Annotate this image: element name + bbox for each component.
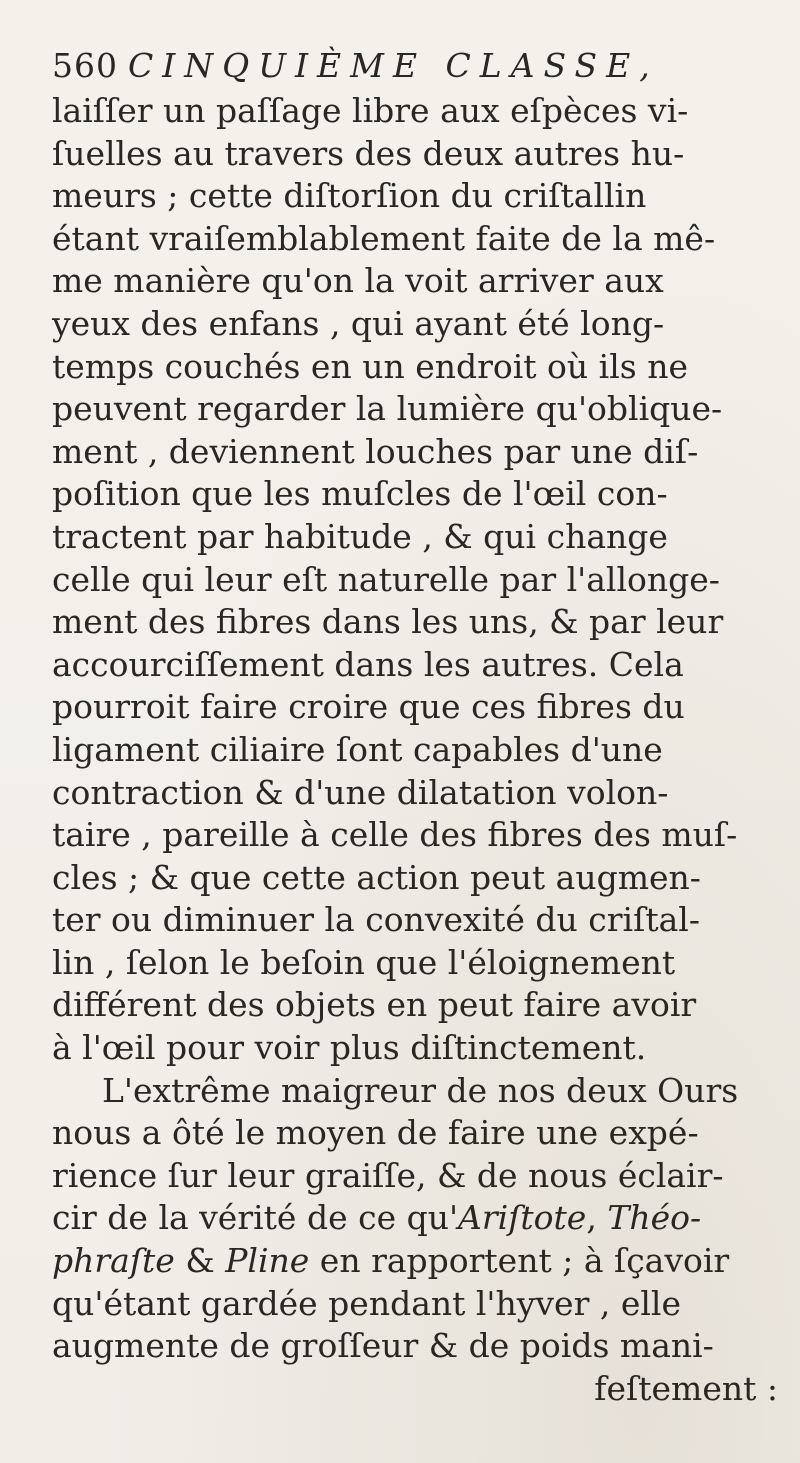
text-line: poſition que les muſcles de l'œil con- [52,474,668,514]
text-line: meurs ; cette diſtorſion du criſtallin [52,176,647,216]
text-line: ment , deviennent louches par une diſ- [52,431,699,471]
text-line: temps couchés en un endroit où ils ne [52,346,688,386]
running-head [52,42,792,90]
text-line: taire , pareille à celle des fibres des muſ- [52,815,738,855]
paragraph-1 [52,90,792,1070]
text-run: cir de la vérité de ce qu' [52,1198,459,1238]
text-line: me manière qu'on la voit arriver aux [52,261,664,301]
text-line: peuvent regarder la lumière qu'oblique- [52,389,723,429]
page-text [52,42,792,1410]
author-name: Ariſtote [458,1198,587,1238]
text-line: ment des fibres dans les uns, & par leur [52,602,724,642]
page-number: 560 [52,46,118,85]
text-line: contraction & d'une dilatation volon- [52,772,669,812]
text-line: ſuelles au travers des deux autres hu- [52,133,685,173]
text-line: celle qui leur eſt naturelle par l'allonge- [52,559,720,599]
text-line: pourroit faire croire que ces fibres du [52,687,685,727]
text-line: L'extrême maigreur de nos deux Ours [102,1070,739,1110]
running-title: CINQUIÈME CLASSE, [128,46,659,85]
text-line: augmente de groſſeur & de poids mani- [52,1326,714,1366]
text-line: nous a ôté le moyen de faire une expé- [52,1113,699,1153]
author-name: phraſte [52,1241,175,1281]
text-line: rience ſur leur graiſſe, & de nous éclair- [52,1155,724,1195]
text-line: à l'œil pour voir plus diſtinctement. [52,1028,647,1068]
text-run: en rapportent ; à ſçavoir [309,1241,730,1281]
text-line: lin , ſelon le beſoin que l'éloignement [52,942,676,982]
text-line: étant vraiſemblablement faite de la mê- [52,218,716,258]
text-line [52,1240,792,1283]
text-line: yeux des enfans , qui ayant été long- [52,303,665,343]
author-name: Pline [225,1241,310,1281]
text-line: ligament ciliaire ſont capables d'une [52,729,663,769]
author-name: Théo- [607,1198,702,1238]
paragraph-2 [52,1070,792,1411]
text-run: , [586,1198,608,1238]
text-run: & [174,1241,226,1281]
text-line [52,1197,792,1240]
text-line: laiſſer un paſſage libre aux eſpèces vi- [52,91,689,130]
catchword-line: feſtement : [594,1368,778,1408]
text-line: accourciſſement dans les autres. Cela [52,644,684,684]
text-line: qu'étant gardée pendant l'hyver , elle [52,1283,681,1323]
text-line: ter ou diminuer la convexité du criſtal- [52,900,700,940]
text-line: cles ; & que cette action peut augmen- [52,857,701,897]
text-line: différent des objets en peut faire avoir [52,985,697,1025]
text-line: tractent par habitude , & qui change [52,516,668,556]
